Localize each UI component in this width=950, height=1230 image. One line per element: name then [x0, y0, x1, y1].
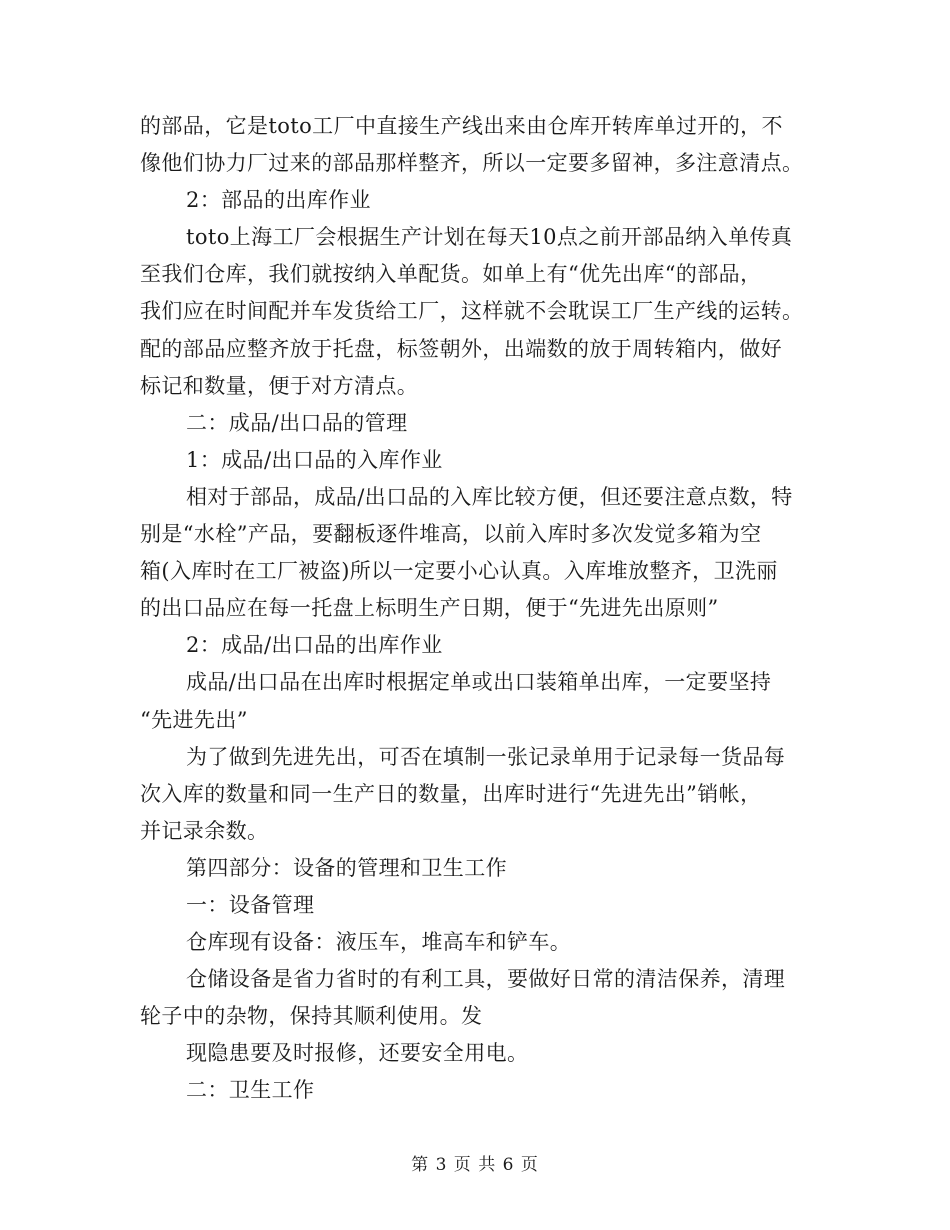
text-line: 别是“水栓”产品，要翻板逐件堆高，以前入库时多次发觉多箱为空 [140, 522, 762, 547]
section-heading: 2：部品的出库作业 [186, 188, 371, 213]
paragraph-start: 成品/出口品在出库时根据定单或出口装箱单出库，一定要坚持 [186, 670, 772, 695]
section-heading: 一：设备管理 [186, 892, 315, 917]
page-number-footer: 第 3 页 共 6 页 [411, 1155, 539, 1175]
paragraph-start: 相对于部品，成品/出口品的入库比较方便，但还要注意点数，特 [186, 484, 793, 509]
section-heading: 二：成品/出口品的管理 [186, 410, 408, 435]
paragraph-start: 仓库现有设备：液压车，堆高车和铲车。 [186, 930, 572, 955]
text-line: 配的部品应整齐放于托盘，标签朝外，出端数的放于周转箱内，做好 [140, 336, 782, 361]
text-line: 至我们仓库，我们就按纳入单配货。如单上有“优先出库“的部品， [140, 262, 762, 287]
text-line: 并记录余数。 [140, 818, 269, 843]
section-heading: 2：成品/出口品的出库作业 [186, 633, 443, 658]
text-line: 的出口品应在每一托盘上标明生产日期，便于“先进先出原则” [140, 596, 719, 621]
text-line: 标记和数量，便于对方清点。 [140, 373, 419, 398]
paragraph-start: 现隐患要及时报修，还要安全用电。 [186, 1041, 529, 1066]
paragraph-start: 为了做到先进先出，可否在填制一张记录单用于记录每一货品每 [186, 744, 786, 769]
text-line: 轮子中的杂物，保持其顺利使用。发 [140, 1004, 483, 1029]
text-line: 像他们协力厂过来的部品那样整齐，所以一定要多留神，多注意清点。 [140, 151, 804, 176]
text-line: 的部品，它是toto工厂中直接生产线出来由仓库开转库单过开的，不 [140, 114, 783, 138]
text-line: 我们应在时间配并车发货给工厂，这样就不会耽误工厂生产线的运转。 [140, 299, 804, 324]
paragraph-start: 仓储设备是省力省时的有利工具，要做好日常的清洁保养，清理 [186, 967, 786, 992]
text-line: 箱(入库时在工厂被盗)所以一定要小心认真。入库堆放整齐，卫洗丽 [140, 559, 778, 584]
text-line: 次入库的数量和同一生产日的数量，出库时进行“先进先出”销帐， [140, 781, 762, 806]
body-text [140, 108, 812, 1110]
paragraph-start: toto上海工厂会根据生产计划在每天10点之前开部品纳入单传真 [186, 225, 793, 250]
text-line: “先进先出” [140, 707, 248, 732]
section-heading: 1：成品/出口品的入库作业 [186, 447, 443, 472]
part-heading: 第四部分：设备的管理和卫生工作 [186, 855, 507, 880]
section-heading: 二：卫生工作 [186, 1078, 315, 1103]
